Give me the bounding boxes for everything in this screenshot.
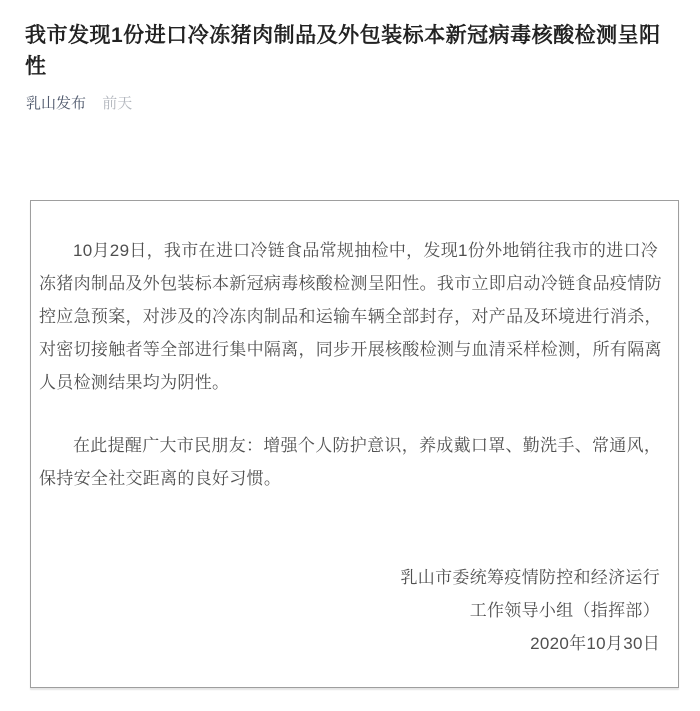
article-title: 我市发现1份进口冷冻猪肉制品及外包装标本新冠病毒核酸检测呈阳性 bbox=[25, 24, 661, 78]
notice-box bbox=[30, 200, 679, 688]
notice-paragraph-2: 在此提醒广大市民朋友：增强个人防护意识，养成戴口罩、勤洗手、常通风，保持安全社交距离的良好习惯。 bbox=[39, 436, 662, 488]
publish-time: 前天 bbox=[102, 95, 133, 112]
signature-org-line-1: 乳山市委统筹疫情防控和经济运行 bbox=[400, 568, 660, 587]
byline bbox=[26, 95, 675, 113]
notice-paragraph-1: 10月29日，我市在进口冷链食品常规抽检中，发现1份外地销往我市的进口冷冻猪肉制品及外包装标本新冠病毒核酸检测呈阳性。我市立即启动冷链食品疫情防控应急预案，对涉及的冷冻肉制品和运输车辆全部封存，对产品及环境进行消杀，对密切接触者等全部进行集中隔离，同步开展核酸检测与血清采样检测，所有隔离人员检测结果均为阴性。 bbox=[39, 241, 662, 392]
signature-date: 2020年10月30日 bbox=[530, 634, 660, 653]
article-page bbox=[0, 20, 700, 711]
source-name[interactable]: 乳山发布 bbox=[26, 95, 87, 112]
signature-block bbox=[39, 561, 668, 660]
notice-body bbox=[39, 234, 668, 495]
signature-org-line-2: 工作领导小组（指挥部） bbox=[469, 601, 660, 620]
